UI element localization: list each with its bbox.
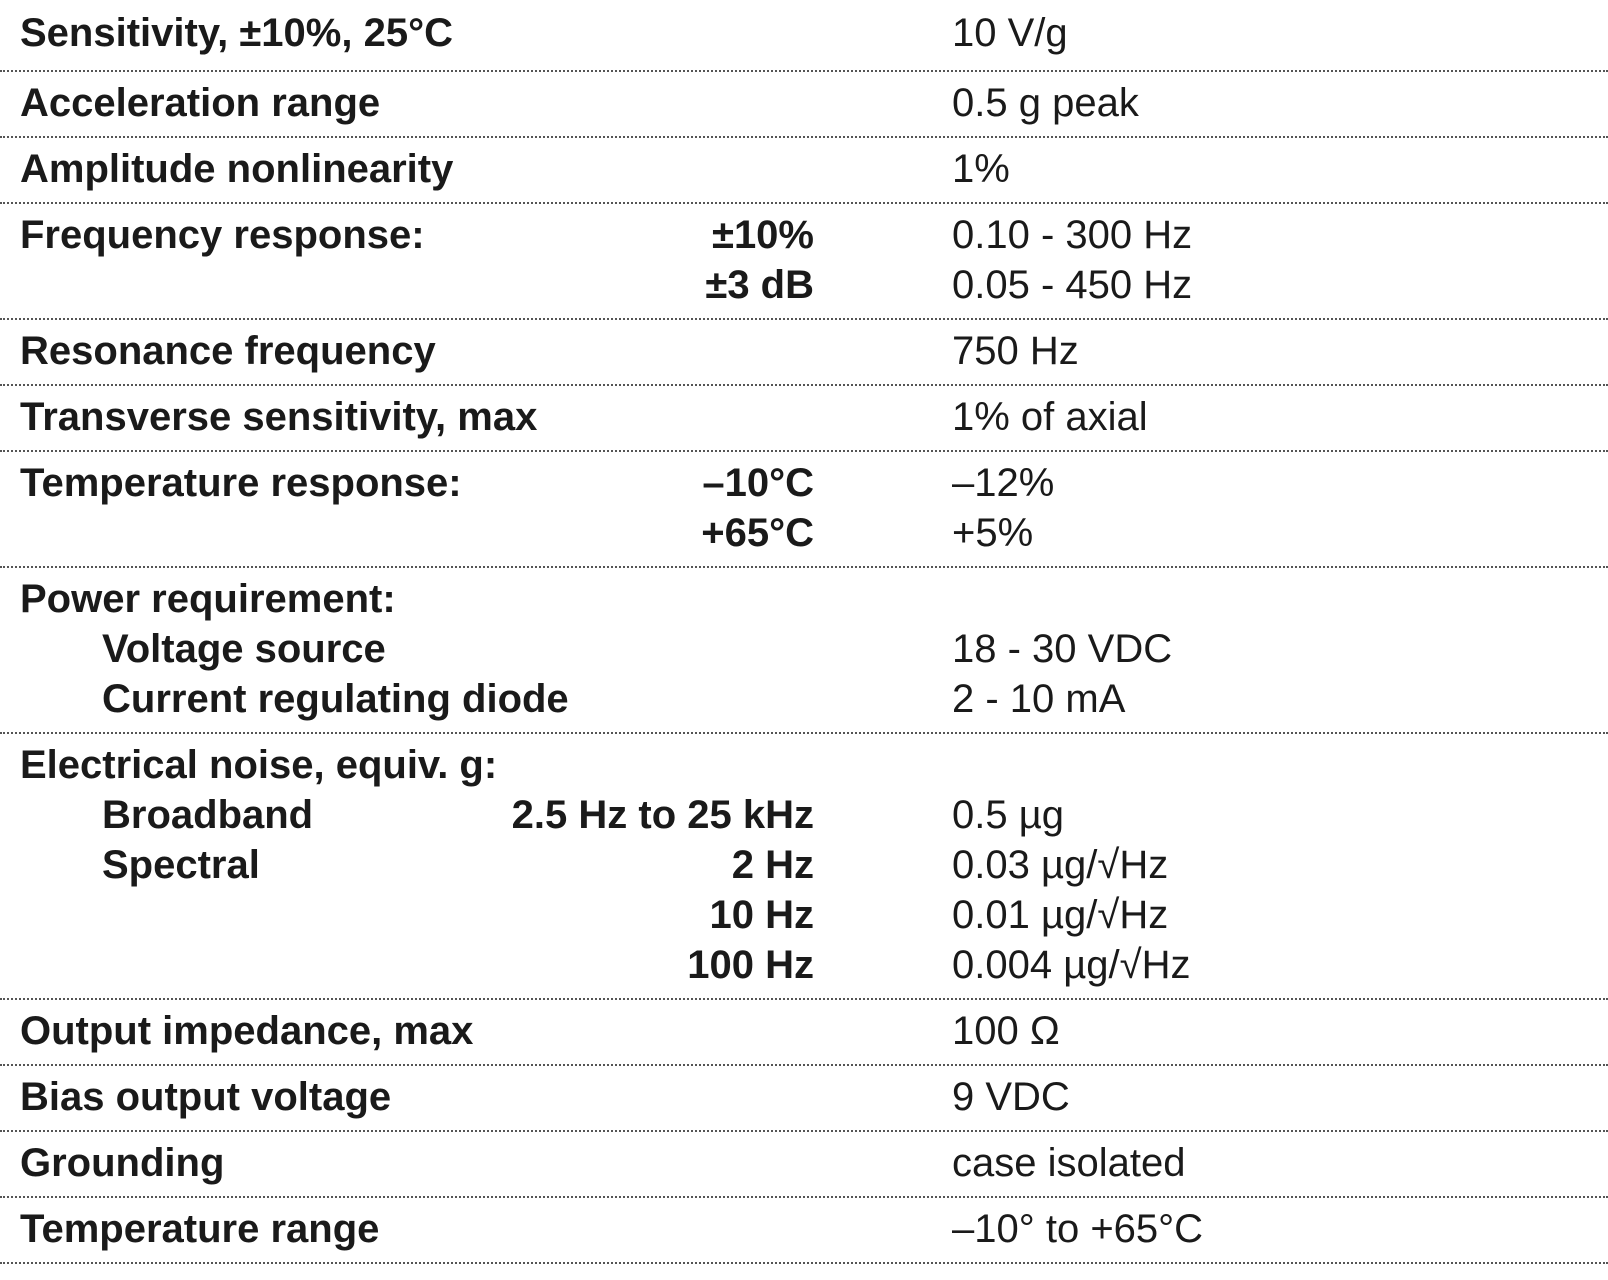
spec-sub-label: 10 Hz xyxy=(709,893,814,937)
spec-value: 0.05 - 450 Hz xyxy=(952,263,1193,307)
spec-row-resonance-frequency xyxy=(0,320,1608,386)
spec-value: 10 V/g xyxy=(952,11,1068,55)
spec-line xyxy=(0,940,1608,990)
spec-line xyxy=(0,574,1608,624)
spec-line xyxy=(0,8,1608,58)
spec-label: Electrical noise, equiv. g: xyxy=(20,743,498,787)
spec-label: Bias output voltage xyxy=(20,1075,392,1119)
spec-label: Resonance frequency xyxy=(20,329,436,373)
spec-row-sensitivity xyxy=(0,8,1608,72)
spec-line xyxy=(0,790,1608,840)
spec-value: 0.5 g peak xyxy=(952,81,1139,125)
spec-value: –10° to +65°C xyxy=(952,1207,1204,1251)
spec-line xyxy=(0,674,1608,724)
spec-line xyxy=(0,326,1608,376)
spec-row-transverse-sensitivity xyxy=(0,386,1608,452)
spec-label: Temperature response: xyxy=(20,461,462,505)
spec-line xyxy=(0,624,1608,674)
spec-value: 1% of axial xyxy=(952,395,1148,439)
spec-value: 2 - 10 mA xyxy=(952,677,1126,721)
spec-value: 1% xyxy=(952,147,1010,191)
spec-value: case isolated xyxy=(952,1141,1186,1185)
spec-label: Frequency response: xyxy=(20,213,425,257)
spec-label: Current regulating diode xyxy=(102,677,569,721)
spec-label: Amplitude nonlinearity xyxy=(20,147,454,191)
spec-sub-label: 2.5 Hz to 25 kHz xyxy=(511,793,814,837)
spec-value: 9 VDC xyxy=(952,1075,1070,1119)
spec-row-amplitude-nonlinearity xyxy=(0,138,1608,204)
spec-line xyxy=(0,508,1608,558)
spec-label: Spectral xyxy=(102,843,260,887)
spec-line xyxy=(0,144,1608,194)
spec-line xyxy=(0,210,1608,260)
spec-value: 0.10 - 300 Hz xyxy=(952,213,1193,257)
spec-row-frequency-response xyxy=(0,204,1608,320)
spec-sub-label: ±3 dB xyxy=(705,263,814,307)
spec-value: 100 Ω xyxy=(952,1009,1060,1053)
spec-label: Power requirement: xyxy=(20,577,396,621)
spec-row-output-impedance xyxy=(0,1000,1608,1066)
spec-value: +5% xyxy=(952,511,1034,555)
spec-label: Transverse sensitivity, max xyxy=(20,395,538,439)
spec-value: 0.004 µg/√Hz xyxy=(952,943,1191,987)
spec-label: Voltage source xyxy=(102,627,386,671)
spec-value: 0.01 µg/√Hz xyxy=(952,893,1169,937)
spec-line xyxy=(0,1006,1608,1056)
spec-row-temperature-response xyxy=(0,452,1608,568)
spec-line xyxy=(0,392,1608,442)
spec-label: Sensitivity, ±10%, 25°C xyxy=(20,11,453,55)
spec-value: 18 - 30 VDC xyxy=(952,627,1173,671)
spec-label: Temperature range xyxy=(20,1207,380,1251)
spec-row-grounding xyxy=(0,1132,1608,1198)
spec-value: –12% xyxy=(952,461,1055,505)
spec-line xyxy=(0,1138,1608,1188)
spec-label: Broadband xyxy=(102,793,314,837)
spec-row-temperature-range xyxy=(0,1198,1608,1264)
spec-sub-label: +65°C xyxy=(701,511,814,555)
spec-label: Output impedance, max xyxy=(20,1009,474,1053)
spec-sub-label: –10°C xyxy=(702,461,814,505)
spec-row-acceleration-range xyxy=(0,72,1608,138)
spec-line xyxy=(0,78,1608,128)
spec-value: 0.03 µg/√Hz xyxy=(952,843,1169,887)
spec-label: Grounding xyxy=(20,1141,225,1185)
spec-value: 750 Hz xyxy=(952,329,1079,373)
spec-sub-label: 2 Hz xyxy=(731,843,814,887)
spec-line xyxy=(0,260,1608,310)
spec-row-electrical-noise xyxy=(0,734,1608,1000)
spec-line xyxy=(0,1204,1608,1254)
spec-row-bias-output-voltage xyxy=(0,1066,1608,1132)
spec-line xyxy=(0,1072,1608,1122)
spec-line xyxy=(0,890,1608,940)
spec-line xyxy=(0,840,1608,890)
spec-label: Acceleration range xyxy=(20,81,381,125)
spec-value: 0.5 µg xyxy=(952,793,1065,837)
spec-line xyxy=(0,740,1608,790)
spec-sub-label: 100 Hz xyxy=(687,943,814,987)
spec-sub-label: ±10% xyxy=(711,213,814,257)
spec-row-power-requirement xyxy=(0,568,1608,734)
spec-line xyxy=(0,458,1608,508)
spec-table xyxy=(0,8,1608,1264)
